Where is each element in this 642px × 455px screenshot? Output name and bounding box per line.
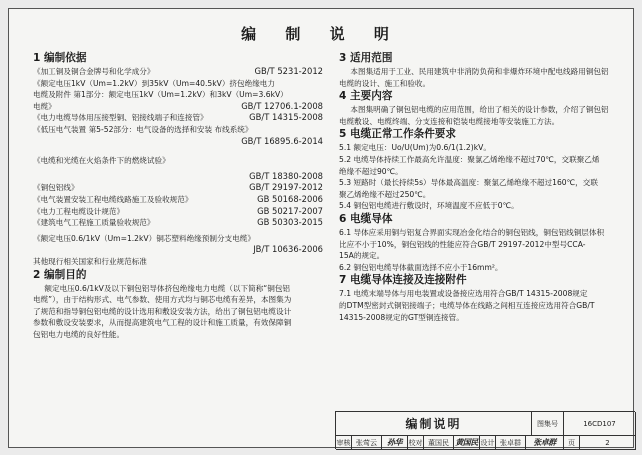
reference-item: 《电力工程电缆设计规范》 GB 50217-2007 bbox=[33, 205, 323, 216]
paragraph-line: 的DTM型密封式铜铝接端子；电缆导体在线路之间相互连接应选用符合GB/T bbox=[339, 300, 595, 310]
paragraph-line: 电缆的设计、施工和验收。 bbox=[339, 78, 431, 88]
title-block bbox=[335, 411, 635, 449]
atlas-number: 16CD107 bbox=[564, 412, 636, 436]
drawing-sheet bbox=[8, 8, 634, 448]
section-4-heading: 4 主要内容 bbox=[339, 90, 393, 103]
designer-signature: 张卓群 bbox=[526, 436, 564, 450]
paragraph-line: 6.2 铜包铝电缆导体截面选择不应小于16mm²。 bbox=[339, 262, 503, 272]
paragraph-line: 本图集明确了铜包铝电缆的应用范围，给出了相关的设计参数，介绍了铜包铝 bbox=[350, 105, 609, 115]
paragraph-line: 绝缘不超过90℃。 bbox=[339, 166, 403, 176]
section-3-heading: 3 适用范围 bbox=[339, 52, 393, 64]
reference-item: 《低压电气装置 第5-52部分：电气设备的选择和安装 布线系统》 bbox=[33, 124, 253, 134]
reference-item: 《加工铜及铜合金牌号和化学成分》 GB/T 5231-2012 bbox=[33, 66, 323, 76]
right-column bbox=[339, 51, 624, 323]
paragraph-line: 本图集适用于工业、民用建筑中非消防负荷和非爆炸环境中配电线路用铜包铝 bbox=[350, 67, 609, 76]
section-2-heading: 2 编制目的 bbox=[33, 268, 87, 281]
paragraph-line: 电缆敷设、电缆终端、分支连接和铠装电缆接地等安装施工方法。 bbox=[339, 116, 560, 126]
reviewer-name: 张莺云 bbox=[352, 436, 382, 450]
reference-item: 《额定电压1kV（Um=1.2kV）到35kV（Um=40.5kV）挤包绝缘电力 bbox=[33, 78, 275, 88]
paragraph-line: 5.4 铜包铝电缆进行敷设时，环境温度不应低于0℃。 bbox=[339, 201, 519, 211]
paragraph-line: 电缆”），由于结构形式、电气参数、使用方式均与铜芯电缆有差异，本图集为 bbox=[33, 295, 292, 305]
reference-item: 《电力电缆导体用压接型铜、铝接线端子和连接管》 GB/T 14315-2008 bbox=[33, 112, 323, 123]
paragraph-line: 14315-2008规定的GT型铜连接管。 bbox=[339, 312, 464, 322]
other-standards-note: 其他现行相关国家和行业规范标准 bbox=[33, 256, 147, 266]
left-column bbox=[33, 51, 323, 340]
section-7-heading: 7 电缆导体连接及连接附件 bbox=[339, 274, 467, 287]
design-label: 设计 bbox=[480, 436, 496, 450]
paragraph-line: 了规范和指导铜包铝电缆的设计选用和敷设安装方法，给出了铜包铝电缆设计 bbox=[33, 306, 292, 316]
paragraph-line: 聚乙烯绝缘不超过250℃。 bbox=[339, 189, 431, 199]
paragraph-line: 额定电压0.6/1kV及以下铜包铝导体挤包绝缘电力电缆（以下简称“铜包铝 bbox=[44, 283, 291, 293]
reference-item-continued: 电缆》 GB/T 12706.1-2008 bbox=[33, 100, 323, 111]
reference-item: 《电缆和光缆在火焰条件下的燃烧试验》 bbox=[33, 156, 170, 166]
section-1-heading: 1 编制依据 bbox=[33, 52, 87, 64]
reviewer-signature: 孙华 bbox=[382, 436, 408, 450]
paragraph-line: 15A的规定。 bbox=[339, 251, 385, 261]
reference-code: JB/T 10636-2006 bbox=[253, 244, 323, 255]
paragraph-line: 5.2 电缆导体持续工作最高允许温度：聚氯乙烯绝缘不超过70℃，交联聚乙烯 bbox=[339, 154, 600, 164]
reference-item-continued: 电缆及附件 第1部分：额定电压1kV（Um=1.2kV）和3kV（Um=3.6kV） bbox=[33, 90, 288, 100]
paragraph-line: 5.1 额定电压：Uo/U(Um)为0.6/1(1.2)kV。 bbox=[339, 143, 491, 153]
section-5-heading: 5 电缆正常工作条件要求 bbox=[339, 128, 456, 141]
paragraph-line: 参数和敷设安装要求，从而提高建筑电气工程的设计和施工质量，有效保障铜 bbox=[33, 318, 292, 328]
page-title: 编 制 说 明 bbox=[241, 25, 401, 43]
reference-item: 《建筑电气工程施工质量验收规范》 GB 50303-2015 bbox=[33, 217, 323, 228]
reference-code: GB/T 18380-2008 bbox=[249, 170, 323, 181]
reference-item: 《电气装置安装工程电缆线路施工及验收规范》 GB 50168-2006 bbox=[33, 193, 323, 204]
paragraph-line: 7.1 电缆末端导体与用电装置或设备接应选用符合GB/T 14315-2008规定 bbox=[339, 289, 588, 299]
reference-item: 《铜包铝线》 GB/T 29197-2012 bbox=[33, 182, 323, 193]
checker-name: 董国民 bbox=[424, 436, 454, 450]
reference-code: GB/T 16895.6-2014 bbox=[241, 135, 323, 146]
paragraph-line: 包铝电力电缆的良好性能。 bbox=[33, 329, 125, 339]
review-label: 审核 bbox=[336, 436, 352, 450]
paragraph-line: 6.1 导体应采用铜与铝复合界面实现冶金化结合的铜包铝线，铜包铝线铜层体积 bbox=[339, 227, 605, 237]
atlas-number-label: 图集号 bbox=[532, 412, 564, 436]
title-block-name: 编制说明 bbox=[336, 412, 532, 436]
page-label: 页 bbox=[564, 436, 580, 450]
designer-name: 张卓群 bbox=[496, 436, 526, 450]
paragraph-line: 5.3 短路时（最长持续5s）导体最高温度：聚氯乙烯绝缘不超过160℃，交联 bbox=[339, 178, 598, 188]
reference-item: 《额定电压0.6/1kV（Um=1.2kV）铜芯塑料绝缘预制分支电缆》 bbox=[33, 233, 255, 243]
paragraph-line: 比应不小于10%，铜包铝线的性能应符合GB/T 29197-2012中型号CCA- bbox=[339, 239, 586, 249]
check-label: 校对 bbox=[408, 436, 424, 450]
checker-signature: 黄国民 bbox=[454, 436, 480, 450]
section-6-heading: 6 电缆导体 bbox=[339, 212, 393, 225]
page-number: 2 bbox=[580, 436, 636, 450]
